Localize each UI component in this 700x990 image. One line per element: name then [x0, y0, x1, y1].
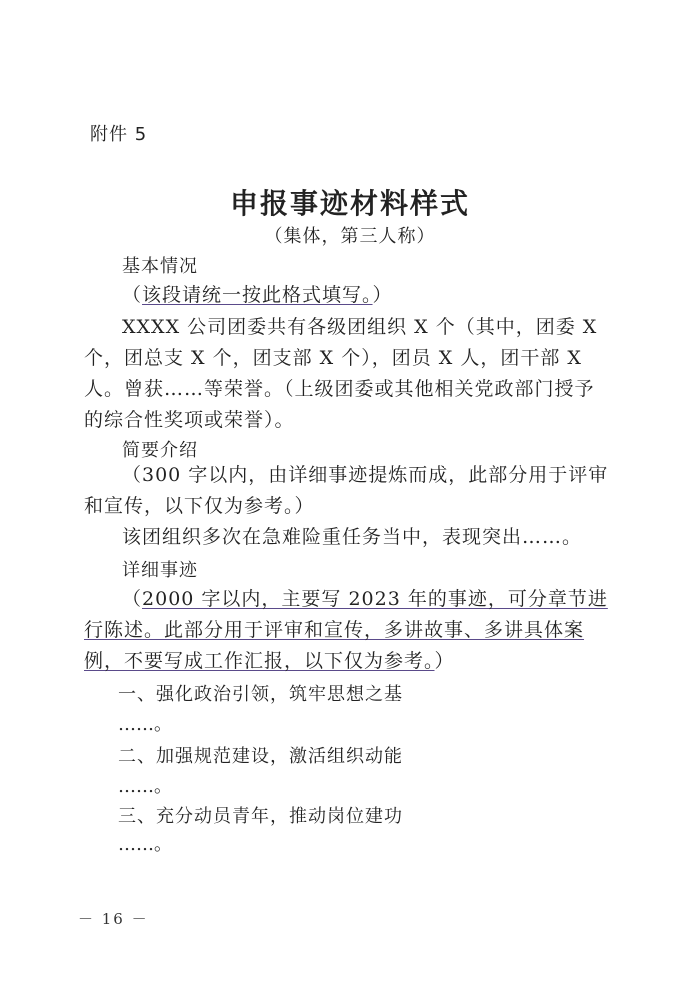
- note-close-paren: ）: [372, 284, 393, 306]
- basic-info-note-underlined: 该段请统一按此格式填写。: [142, 284, 373, 306]
- detail-note: [84, 584, 614, 677]
- note-open-paren: （: [122, 588, 143, 610]
- attachment-label: 附件 5: [90, 124, 148, 145]
- detail-item-2-heading: 二、加强规范建设，激活组织动能: [118, 746, 403, 767]
- note-close-paren: ）: [434, 650, 455, 672]
- detail-item-1-content: ……。: [118, 714, 172, 735]
- detail-item-1-heading: 一、强化政治引领，筑牢思想之基: [118, 684, 403, 705]
- page-number: － 16 －: [78, 910, 149, 928]
- basic-info-heading: 基本情况: [122, 256, 198, 277]
- document-title: 申报事迹材料样式: [229, 187, 470, 220]
- basic-info-paragraph: XXXX 公司团委共有各级团组织 X 个（其中，团委 X 个，团总支 X 个，团支部 X 个），团员 X 人，团干部 X 人。曾获……等荣誉。（上级团委或其他相关党政部门授予的综合性奖项或荣誉）。: [84, 316, 598, 431]
- brief-intro-paragraph: 该团组织多次在急难险重任务当中，表现突出……。: [122, 526, 583, 548]
- detail-item-3-content: ……。: [118, 834, 172, 855]
- detail-heading: 详细事迹: [122, 560, 198, 581]
- brief-intro-note: （300 字以内，由详细事迹提炼而成，此部分用于评审和宣传，以下仅为参考。）: [84, 464, 609, 517]
- basic-info-note: [84, 280, 614, 311]
- brief-intro-heading: 简要介绍: [122, 440, 198, 461]
- note-open-paren: （: [122, 284, 143, 306]
- detail-note-underlined: 2000 字以内，主要写 2023 年的事迹，可分章节进行陈述。此部分用于评审和宣传，多讲故事、多讲具体案例，不要写成工作汇报，以下仅为参考。: [84, 588, 608, 672]
- detail-item-3-heading: 三、充分动员青年，推动岗位建功: [118, 806, 403, 827]
- document-subtitle: （集体，第三人称）: [264, 226, 436, 247]
- detail-item-2-content: ……。: [118, 776, 172, 797]
